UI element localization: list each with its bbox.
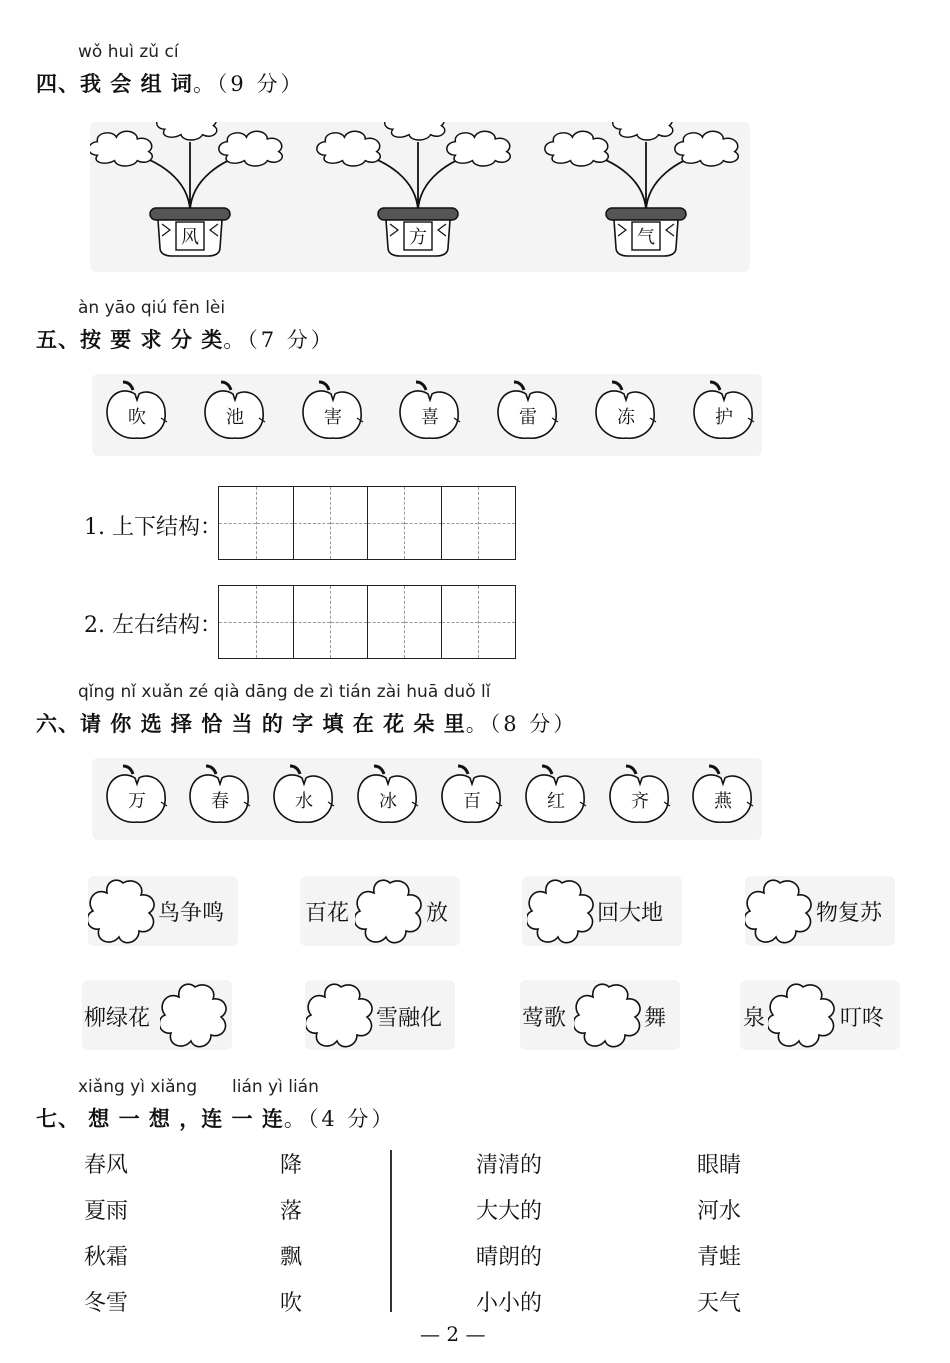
flower-blank[interactable]	[160, 980, 230, 1050]
leaf-char: 万	[128, 791, 146, 812]
flower-blank[interactable]	[306, 980, 376, 1050]
match-col4-item[interactable]: 青蛙	[697, 1245, 742, 1270]
section4-pinyin: wǒ huì zǔ cí	[78, 42, 179, 62]
match-col1-item[interactable]: 冬雪	[84, 1291, 129, 1316]
flower-blank[interactable]	[88, 876, 158, 946]
leaf-char: 喜	[421, 407, 439, 428]
phrase-before: 柳绿花	[84, 1006, 151, 1031]
phrase-before: 百花	[305, 901, 350, 926]
flower-blank[interactable]	[574, 980, 644, 1050]
match-col2-item[interactable]: 飘	[280, 1245, 303, 1270]
leaf-char: 冻	[617, 407, 635, 428]
match-col1-item[interactable]: 春风	[84, 1153, 129, 1178]
phrase-after: 叮咚	[840, 1006, 885, 1031]
phrase-after: 放	[426, 901, 449, 926]
section7-pinyin-2: lián yì lián	[232, 1077, 319, 1097]
match-col2-item[interactable]: 吹	[280, 1291, 303, 1316]
section5-title: 五、按 要 求 分 类。（7 分）	[36, 328, 335, 352]
match-col1-item[interactable]: 夏雨	[84, 1199, 129, 1224]
pot-char-3: 气	[637, 227, 655, 248]
leaf-char: 百	[463, 791, 481, 812]
leaf-char: 护	[715, 407, 733, 428]
match-col4-item[interactable]: 眼睛	[697, 1153, 742, 1178]
writing-grid-top-bottom[interactable]	[218, 486, 516, 560]
page-number: — 2 —	[420, 1322, 486, 1346]
match-col3-item[interactable]: 大大的	[476, 1199, 543, 1224]
phrase-after: 物复苏	[816, 901, 883, 926]
row1-label: 1. 上下结构：	[84, 515, 222, 540]
section7-title: 七、 想 一 想 ，连 一 连。（4 分）	[36, 1107, 396, 1131]
match-col2-item[interactable]: 降	[280, 1153, 303, 1178]
leaf-char: 池	[226, 407, 244, 428]
match-col3-item[interactable]: 清清的	[476, 1153, 543, 1178]
match-col3-item[interactable]: 晴朗的	[476, 1245, 543, 1270]
phrase-after: 雪融化	[376, 1006, 443, 1031]
section4-title: 四、我 会 组 词。（9 分）	[36, 72, 305, 96]
flower-blank[interactable]	[527, 876, 597, 946]
leaf-char: 吹	[128, 407, 146, 428]
phrase-after: 鸟争鸣	[158, 901, 225, 926]
match-col4-item[interactable]: 河水	[697, 1199, 742, 1224]
pot-char-1: 风	[181, 227, 199, 248]
flower-blank[interactable]	[768, 980, 838, 1050]
flower-blank[interactable]	[745, 876, 815, 946]
column-divider	[390, 1150, 392, 1312]
leaf-char: 燕	[714, 791, 732, 812]
section5-leaves	[92, 374, 762, 456]
row2-label: 2. 左右结构：	[84, 613, 222, 638]
leaf-char: 水	[295, 791, 313, 812]
leaf-char: 害	[324, 407, 342, 428]
match-col4-item[interactable]: 天气	[697, 1291, 742, 1316]
writing-grid-left-right[interactable]	[218, 585, 516, 659]
leaf-char: 雷	[519, 407, 537, 428]
leaf-char: 红	[547, 791, 565, 812]
phrase-after: 舞	[644, 1006, 667, 1031]
phrase-before: 莺歌	[522, 1006, 567, 1031]
leaf-char: 冰	[379, 791, 397, 812]
leaf-char: 齐	[631, 791, 649, 812]
leaf-char: 春	[211, 791, 229, 812]
section7-pinyin-1: xiǎng yì xiǎng	[78, 1077, 198, 1097]
flower-pots-illustration	[90, 122, 750, 272]
match-col1-item[interactable]: 秋霜	[84, 1245, 129, 1270]
section6-pinyin: qǐng nǐ xuǎn zé qià dāng de zì tián zài huā duǒ lǐ	[78, 682, 491, 702]
section6-title: 六、请 你 选 择 恰 当 的 字 填 在 花 朵 里。（8 分）	[36, 712, 578, 736]
match-col2-item[interactable]: 落	[280, 1199, 303, 1224]
section5-pinyin: àn yāo qiú fēn lèi	[78, 298, 226, 318]
phrase-before: 泉	[743, 1006, 766, 1031]
section6-leaves	[92, 758, 762, 840]
pot-char-2: 方	[409, 227, 427, 248]
phrase-after: 回大地	[597, 901, 664, 926]
flower-blank[interactable]	[355, 876, 425, 946]
match-col3-item[interactable]: 小小的	[476, 1291, 543, 1316]
